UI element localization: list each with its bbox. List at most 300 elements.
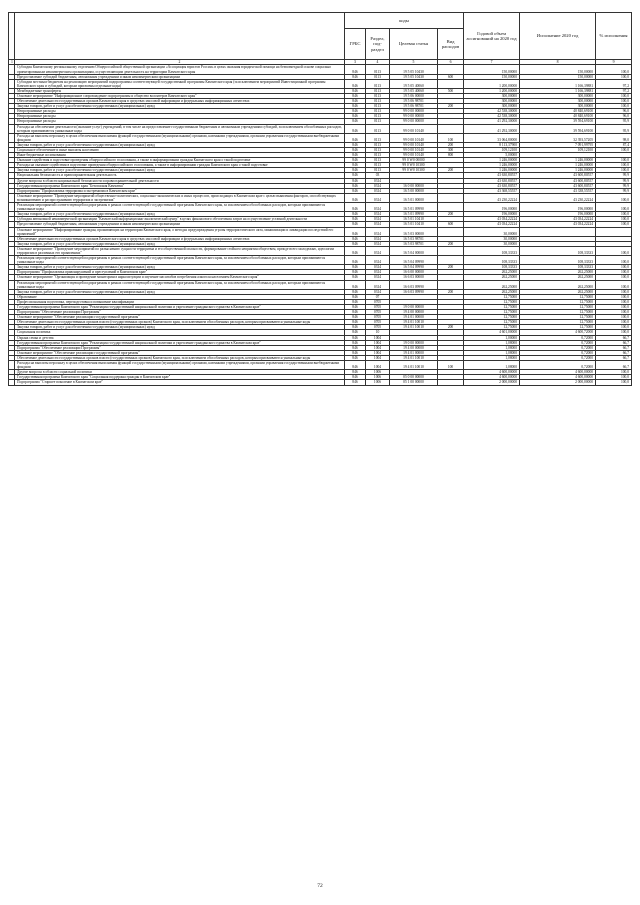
razdel-header: Раздел, под-раздел	[366, 29, 390, 60]
row-exec-amount: 39 594,69100	[520, 119, 596, 124]
row-plan-amount: 42 538,30000	[464, 109, 520, 114]
row-exec-amount: 196,00000	[520, 203, 596, 212]
row-name: Закупка товаров, работ и услуг для обеспечения государственных (муниципальных) нужд	[15, 241, 345, 246]
row-exec-percent: 66,7	[596, 350, 632, 355]
row-plan-amount: 1 246,00000	[464, 168, 520, 173]
row-expense-type	[438, 193, 464, 202]
row-exec-percent: 100,0	[596, 93, 632, 98]
row-exec-percent: 100,0	[596, 294, 632, 299]
row-target-article: 99 0 W0 10300	[390, 168, 438, 173]
row-expense-type: 300	[438, 148, 464, 153]
row-target-article: 19 0 00 00000	[390, 340, 438, 345]
row-exec-amount: 300,00000	[520, 104, 596, 109]
row-expense-type: 200	[438, 241, 464, 246]
row-expense-type	[438, 256, 464, 265]
row-target-article: 16 6 03 00000	[390, 275, 438, 280]
row-target-article: 19 5 05 40060	[390, 88, 438, 93]
row-grbs: 846	[345, 270, 366, 275]
row-grbs: 846	[345, 74, 366, 79]
row-grbs: 846	[345, 265, 366, 270]
row-razdel: 0314	[366, 222, 390, 227]
row-exec-amount: 150,00000	[520, 65, 596, 74]
row-expense-type	[438, 65, 464, 74]
col-number: 9	[596, 60, 632, 65]
row-grbs: 846	[345, 193, 366, 202]
row-exec-amount: 0,72000	[520, 361, 596, 370]
page-number: 72	[317, 883, 323, 889]
row-exec-percent: 100,0	[596, 330, 632, 335]
row-exec-amount: 40 840,69100	[520, 109, 596, 114]
row-grbs: 846	[345, 350, 366, 355]
row-plan-amount: 42 538,30000	[464, 114, 520, 119]
row-razdel: 0113	[366, 104, 390, 109]
row-razdel: 0113	[366, 133, 390, 142]
row-exec-percent: 66,7	[596, 345, 632, 350]
row-target-article: 16 5 01 09990	[390, 212, 438, 217]
row-grbs: 846	[345, 124, 366, 133]
row-grbs: 846	[345, 93, 366, 98]
row-exec-amount: 43 034,22224	[520, 217, 596, 222]
row-name: Закупка товаров, работ и услуг для обеспечения государственных (муниципальных) нужд	[15, 104, 345, 109]
row-plan-amount: 30,00000	[464, 241, 520, 246]
row-exec-percent: 98,0	[596, 133, 632, 142]
row-plan-amount: 43 034,22224	[464, 222, 520, 227]
row-exec-percent: 99,9	[596, 188, 632, 193]
row-expense-type	[438, 79, 464, 88]
row-grbs: 846	[345, 305, 366, 310]
row-exec-percent: 100,0	[596, 380, 632, 385]
row-name: Обеспечение деятельности государственных органов Камчатского края в средствах массовой информации и федеральных информационных агентствах	[15, 99, 345, 104]
row-exec-amount: 43 600,80557	[520, 173, 596, 178]
row-plan-amount: 43 630,80557	[464, 173, 520, 178]
row-exec-amount: 12,75000	[520, 315, 596, 320]
row-plan-amount: 4 600,00000	[464, 375, 520, 380]
row-expense-type: 200	[438, 168, 464, 173]
row-name: Предоставление субсидий бюджетным, автономным учреждениям и иным некоммерческим организациям	[15, 222, 345, 227]
row-plan-amount: 150,00000	[464, 65, 520, 74]
row-razdel: 0314	[366, 227, 390, 236]
row-plan-amount: 33 064,80000	[464, 133, 520, 142]
row-target-article: 99 0 W0 10300	[390, 163, 438, 168]
row-plan-amount: 43 630,80557	[464, 178, 520, 183]
row-exec-percent: 66,7	[596, 355, 632, 360]
row-razdel: 1004	[366, 361, 390, 370]
row-expense-type: 200	[438, 265, 464, 270]
row-expense-type: 100	[438, 133, 464, 142]
table-body	[9, 65, 632, 385]
row-razdel: 0113	[366, 79, 390, 88]
row-plan-amount: 300,00000	[464, 93, 520, 98]
row-target-article: 99 0 00 10140	[390, 153, 438, 158]
row-exec-amount: 109,12100	[520, 148, 596, 153]
row-expense-type	[438, 203, 464, 212]
row-name: Социальное обеспечение и иные выплаты населению	[15, 148, 345, 153]
row-grbs: 846	[345, 236, 366, 241]
row-name: Иные бюджетные ассигнования	[15, 153, 345, 158]
row-razdel: 1004	[366, 345, 390, 350]
row-razdel: 0113	[366, 99, 390, 104]
row-name: Непрограммные расходы	[15, 119, 345, 124]
row-exec-amount: 0,72000	[520, 335, 596, 340]
row-plan-amount: 262,25000	[464, 280, 520, 289]
row-grbs: 846	[345, 148, 366, 153]
row-grbs: 846	[345, 114, 366, 119]
name-header-cell	[15, 13, 345, 60]
vid-header: Вид расходов	[438, 29, 464, 60]
row-razdel: 1006	[366, 370, 390, 375]
row-exec-percent: 66,7	[596, 340, 632, 345]
row-exec-amount: 0,72000	[520, 350, 596, 355]
row-exec-amount: 43 230,22224	[520, 193, 596, 202]
row-expense-type: 100	[438, 361, 464, 370]
row-plan-amount: 12,75000	[464, 305, 520, 310]
row-plan-amount: 12,75000	[464, 310, 520, 315]
row-grbs: 846	[345, 178, 366, 183]
row-plan-amount: 43 368,55557	[464, 188, 520, 193]
row-razdel: 0314	[366, 256, 390, 265]
col-number: 7	[464, 60, 520, 65]
row-exec-amount: 262,25000	[520, 270, 596, 275]
row-razdel: 0705	[366, 305, 390, 310]
row-exec-percent: 99,9	[596, 173, 632, 178]
row-target-article: 19 4 00 00000	[390, 310, 438, 315]
row-razdel: 0314	[366, 265, 390, 270]
row-exec-percent: 100,0	[596, 74, 632, 79]
row-razdel: 0113	[366, 158, 390, 163]
row-razdel: 0314	[366, 270, 390, 275]
row-exec-percent: 100,0	[596, 320, 632, 325]
row-plan-amount: 30,00000	[464, 236, 520, 241]
row-razdel: 0113	[366, 114, 390, 119]
row-grbs: 846	[345, 109, 366, 114]
row-name: Непрограммные расходы	[15, 114, 345, 119]
row-exec-amount: 7 091,99795	[520, 142, 596, 147]
row-exec-percent: 66,7	[596, 335, 632, 340]
row-target-article: 16 0 00 00000	[390, 183, 438, 188]
row-razdel: 1004	[366, 335, 390, 340]
row-razdel: 0113	[366, 148, 390, 153]
row-razdel: 0314	[366, 289, 390, 294]
row-name: Подпрограмма "Старшее поколение в Камчатском крае"	[15, 380, 345, 385]
row-name: Основное мероприятие "Информирование граждан, проживающих на территории Камчатского края, о методах предупреждения угрозы террористического акта, минимизации и ликвидации последствий его проявлений"	[15, 227, 345, 236]
row-exec-percent: 100,0	[596, 158, 632, 163]
row-name: Основное мероприятие "Проведение мероприятий по разъяснению сущности терроризма и его общественной опасности, формирование стойкого неприятия обществом, прежде всего молодежью, идеологии терроризма в различных его проявлениях"	[15, 246, 345, 255]
row-expense-type	[438, 280, 464, 289]
row-name: Государственная программа Камчатского края "Реализация государственной национальной политики и укрепление гражданского единства в Камчатском крае"	[15, 340, 345, 345]
row-target-article: 16 5 00 00000	[390, 188, 438, 193]
row-plan-amount: 108,33333	[464, 256, 520, 265]
row-exec-amount	[520, 227, 596, 236]
row-grbs: 846	[345, 104, 366, 109]
row-expense-type	[438, 380, 464, 385]
row-razdel: 1006	[366, 380, 390, 385]
row-razdel: 0113	[366, 88, 390, 93]
row-expense-type: 600	[438, 74, 464, 79]
row-exec-amount: 262,25000	[520, 275, 596, 280]
row-grbs: 846	[345, 222, 366, 227]
row-target-article: 16 6 03 09990	[390, 289, 438, 294]
row-grbs: 846	[345, 355, 366, 360]
row-name: Закупка товаров, работ и услуг для обеспечения государственных (муниципальных) нужд	[15, 289, 345, 294]
row-exec-percent: 100,0	[596, 315, 632, 320]
row-exec-percent: 99,9	[596, 183, 632, 188]
row-grbs: 846	[345, 294, 366, 299]
row-grbs: 846	[345, 88, 366, 93]
row-razdel: 0113	[366, 74, 390, 79]
row-plan-amount: 4 601,00000	[464, 330, 520, 335]
row-plan-amount: 43 630,80557	[464, 183, 520, 188]
row-name: Подпрограмма "Обеспечение реализации Программы"	[15, 310, 345, 315]
col-number: 8	[520, 60, 596, 65]
codes-header: коды	[345, 13, 464, 29]
row-target-article: 19 4 01 00000	[390, 350, 438, 355]
row-razdel: 0314	[366, 217, 390, 222]
row-grbs: 846	[345, 65, 366, 74]
row-grbs: 846	[345, 361, 366, 370]
row-name: Основное мероприятие "Обеспечение реализации государственной программы"	[15, 315, 345, 320]
row-exec-amount: 1 166,39881	[520, 79, 596, 88]
row-razdel: 0314	[366, 275, 390, 280]
row-exec-percent: 100,0	[596, 370, 632, 375]
row-plan-amount: 108,33333	[464, 246, 520, 255]
row-exec-amount: 1 166,39881	[520, 88, 596, 93]
row-exec-percent: 100,0	[596, 222, 632, 227]
row-name: Подпрограмма "Обеспечение реализации Программы"	[15, 345, 345, 350]
row-exec-amount: 1 246,00000	[520, 168, 596, 173]
row-exec-percent	[596, 227, 632, 236]
row-name: Межбюджетные трансферты	[15, 88, 345, 93]
table-row	[9, 79, 632, 88]
row-name: Национальная безопасность и правоохранительная деятельность	[15, 173, 345, 178]
row-razdel: 0113	[366, 65, 390, 74]
row-target-article: 16 5 03 98701	[390, 241, 438, 246]
row-name: Основное мероприятие "Обеспечение реализации государственной программы"	[15, 350, 345, 355]
row-target-article: 19 5 05 10430	[390, 74, 438, 79]
pct-header: % исполнения	[596, 13, 632, 60]
row-plan-amount: 30,00000	[464, 227, 520, 236]
row-exec-amount: 39 594,69100	[520, 124, 596, 133]
row-target-article: 19 5 05 40060	[390, 79, 438, 88]
row-grbs: 846	[345, 203, 366, 212]
row-target-article: 19 4 01 10010	[390, 325, 438, 330]
row-target-article: 16 6 03 09990	[390, 280, 438, 289]
row-razdel: 0113	[366, 142, 390, 147]
row-plan-amount: 262,25000	[464, 270, 520, 275]
row-name: Закупка товаров, работ и услуг для обеспечения государственных (муниципальных) нужд	[15, 325, 345, 330]
row-plan-amount: 12,75000	[464, 294, 520, 299]
row-name: Обеспечение деятельности государственных органов власти (государственных органов) Камчатского края, за исключением обособленных расходов, которым присваиваются уникальные коды	[15, 355, 345, 360]
row-grbs: 846	[345, 188, 366, 193]
row-grbs: 846	[345, 299, 366, 304]
row-target-article: 99 0 W0 00000	[390, 158, 438, 163]
row-exec-amount: 4 600,00000	[520, 370, 596, 375]
row-razdel: 0314	[366, 183, 390, 188]
row-razdel: 0113	[366, 168, 390, 173]
row-name: Расходы на выплаты персоналу в целях обеспечения выполнения функций государственными (муниципальными) органами, казенными учреждениями, органами управления государственными внебюджетными фондами	[15, 133, 345, 142]
row-plan-amount: 12,75000	[464, 299, 520, 304]
row-exec-amount: 300,00000	[520, 99, 596, 104]
row-name: Субсидии местным бюджетам на реализацию мероприятий подпрограммы соответствующей государственной программы Камчатского края (за исключением мероприятий Инвестиционной программы Камчатского края и субсидий, которым присвоены отдельные коды)	[15, 79, 345, 88]
row-grbs: 846	[345, 119, 366, 124]
row-target-article: 16 5 04 09990	[390, 265, 438, 270]
row-grbs: 846	[345, 335, 366, 340]
row-name: Охрана семьи и детства	[15, 335, 345, 340]
row-grbs: 846	[345, 370, 366, 375]
row-exec-amount: 196,00000	[520, 212, 596, 217]
row-grbs: 846	[345, 142, 366, 147]
row-exec-percent: 100,0	[596, 168, 632, 173]
row-name: Профессиональная подготовка, переподготовка и повышение квалификации	[15, 299, 345, 304]
row-grbs: 846	[345, 256, 366, 265]
row-name: Государственная программа Камчатского края "Безопасная Камчатка"	[15, 183, 345, 188]
row-plan-amount: 5,00000	[464, 153, 520, 158]
row-plan-amount: 1,08000	[464, 355, 520, 360]
row-exec-percent: 100,0	[596, 212, 632, 217]
row-razdel: 0314	[366, 280, 390, 289]
row-plan-amount: 1 200,00000	[464, 79, 520, 88]
row-target-article: 19 4 01 00000	[390, 315, 438, 320]
row-razdel: 1004	[366, 350, 390, 355]
row-plan-amount: 109,12100	[464, 148, 520, 153]
row-exec-amount: 43 034,22224	[520, 222, 596, 227]
col-number: 2	[15, 60, 345, 65]
row-exec-percent: 100,0	[596, 299, 632, 304]
row-plan-amount: 196,00000	[464, 212, 520, 217]
row-name: Обеспечение деятельности государственных органов власти (государственных органов) Камчатского края, за исключением обособленных расходов, которым присваиваются уникальные коды	[15, 320, 345, 325]
row-name: Другие вопросы в области национальной безопасности и правоохранительной деятельности	[15, 178, 345, 183]
row-exec-amount: 4 600,72000	[520, 330, 596, 335]
row-exec-percent: 100,0	[596, 275, 632, 280]
budget-execution-table	[8, 12, 632, 386]
row-exec-percent: 95,9	[596, 119, 632, 124]
row-plan-amount: 1 200,00000	[464, 88, 520, 93]
row-exec-percent: 100,0	[596, 256, 632, 265]
col-number: 6	[438, 60, 464, 65]
row-plan-amount: 1,08000	[464, 350, 520, 355]
row-expense-type: 200	[438, 104, 464, 109]
row-exec-amount: 12,75000	[520, 294, 596, 299]
row-grbs: 846	[345, 173, 366, 178]
row-expense-type: 200	[438, 325, 464, 330]
row-razdel: 1004	[366, 340, 390, 345]
row-grbs: 846	[345, 280, 366, 289]
row-exec-percent: 100,0	[596, 375, 632, 380]
row-target-article: 16 5 03 98701	[390, 236, 438, 241]
row-grbs: 846	[345, 246, 366, 255]
row-exec-amount: 12,75000	[520, 325, 596, 330]
row-plan-amount: 1 246,00000	[464, 163, 520, 168]
row-target-article: 05 0 00 00000	[390, 375, 438, 380]
row-name: Закупка товаров, работ и услуг для обеспечения государственных (муниципальных) нужд	[15, 212, 345, 217]
row-exec-percent: 96,0	[596, 109, 632, 114]
row-target-article: 16 5 03 00000	[390, 227, 438, 236]
row-target-article: 16 5 01 10410	[390, 222, 438, 227]
row-name: Расходы на обеспечение деятельности (оказание услуг) учреждений, в том числе на предоставление государственным бюджетным и автономным учреждениям субсидий, за исключением обособленных расходов, которым присваиваются уникальные коды	[15, 124, 345, 133]
row-target-article: 99 0 00 00000	[390, 109, 438, 114]
row-target-article: 19 5 06 98701	[390, 104, 438, 109]
row-razdel: 0705	[366, 299, 390, 304]
row-grbs: 846	[345, 227, 366, 236]
row-razdel: 10	[366, 330, 390, 335]
row-exec-amount: 32 393,57205	[520, 133, 596, 142]
row-exec-percent: 97,2	[596, 88, 632, 93]
row-exec-percent: 100,0	[596, 305, 632, 310]
row-razdel: 0113	[366, 93, 390, 98]
row-target-article: 19 0 00 00000	[390, 305, 438, 310]
row-grbs: 846	[345, 133, 366, 142]
row-name: Субсидия автономной некоммерческой организации "Камчатский информационно-аналитический центр" в целях финансового обеспечения затрат на осуществление уставной деятельности	[15, 217, 345, 222]
row-name: Основное мероприятие "Проведение мероприятий общественно-политических, социально-экономических и иных процессов, происходящих в Камчатском крае с целью выявления факторов, способствующих возникновению и распространению терроризма и экстремизма"	[15, 193, 345, 202]
row-plan-amount: 2 000,00000	[464, 380, 520, 385]
row-target-article: 16 5 04 09990	[390, 256, 438, 265]
row-name: Подпрограмма "Профилактика правонарушений и преступлений в Камчатском крае"	[15, 270, 345, 275]
row-plan-amount: 12,75000	[464, 325, 520, 330]
row-plan-amount: 196,00000	[464, 203, 520, 212]
row-exec-amount: 4 600,00000	[520, 375, 596, 380]
row-exec-percent: 100,0	[596, 193, 632, 202]
row-exec-amount: 0,72000	[520, 345, 596, 350]
row-target-article: 99 0 00 10140	[390, 142, 438, 147]
row-razdel: 0705	[366, 325, 390, 330]
table-row	[9, 361, 632, 370]
row-target-article: 19 5 06 98701	[390, 99, 438, 104]
row-plan-amount: 1 246,00000	[464, 158, 520, 163]
row-target-article: 16 5 01 09990	[390, 203, 438, 212]
plan-header: Годовой объем ассигнований на 2020 год	[464, 13, 520, 60]
row-exec-amount: 262,25000	[520, 280, 596, 289]
row-plan-amount: 41 292,30000	[464, 124, 520, 133]
row-plan-amount: 262,25000	[464, 275, 520, 280]
row-target-article: 16 6 00 00000	[390, 270, 438, 275]
row-plan-amount: 108,33333	[464, 265, 520, 270]
row-target-article: 19 5 05 10430	[390, 65, 438, 74]
row-exec-percent: 100,0	[596, 310, 632, 315]
row-exec-amount: 12,75000	[520, 310, 596, 315]
col-number: 5	[390, 60, 438, 65]
row-razdel: 0113	[366, 124, 390, 133]
row-grbs: 846	[345, 380, 366, 385]
row-name: Реализация мероприятий соответствующей подпрограммы в рамках соответствующей государственной программы Камчатского края, за исключением обособленных расходов, которым присваиваются уникальные коды	[15, 256, 345, 265]
row-exec-percent: 100,0	[596, 325, 632, 330]
row-exec-amount: 108,33333	[520, 246, 596, 255]
row-exec-amount: 262,25000	[520, 289, 596, 294]
col-number: 4	[366, 60, 390, 65]
table-row	[9, 246, 632, 255]
row-name: Предоставление субсидий бюджетным, автономным учреждениям и иным некоммерческим организациям	[15, 74, 345, 79]
row-razdel: 0705	[366, 310, 390, 315]
row-razdel: 0113	[366, 109, 390, 114]
row-exec-percent: 100,0	[596, 270, 632, 275]
row-razdel: 0314	[366, 188, 390, 193]
row-target-article: 99 0 00 00000	[390, 114, 438, 119]
table-row	[9, 380, 632, 385]
row-exec-percent: 95,9	[596, 124, 632, 133]
row-razdel: 0314	[366, 241, 390, 246]
row-grbs: 846	[345, 325, 366, 330]
row-name: Обеспечение деятельности государственных органов Камчатского края в средствах массовой информации и федеральных информационных агентствах	[15, 236, 345, 241]
row-exec-amount: 300,00000	[520, 93, 596, 98]
row-exec-amount: 43 600,80557	[520, 183, 596, 188]
row-plan-amount: 43 230,22224	[464, 193, 520, 202]
row-grbs: 846	[345, 153, 366, 158]
row-exec-amount: 0,72000	[520, 355, 596, 360]
row-name: Непрограммные расходы	[15, 109, 345, 114]
exec-header: Исполнение 2020 год	[520, 13, 596, 60]
row-exec-percent: 100,0	[596, 203, 632, 212]
row-name: Подпрограмма "Профилактика терроризма и экстремизма в Камчатском крае"	[15, 188, 345, 193]
row-expense-type: 500	[438, 88, 464, 93]
row-exec-percent: 100,0	[596, 246, 632, 255]
